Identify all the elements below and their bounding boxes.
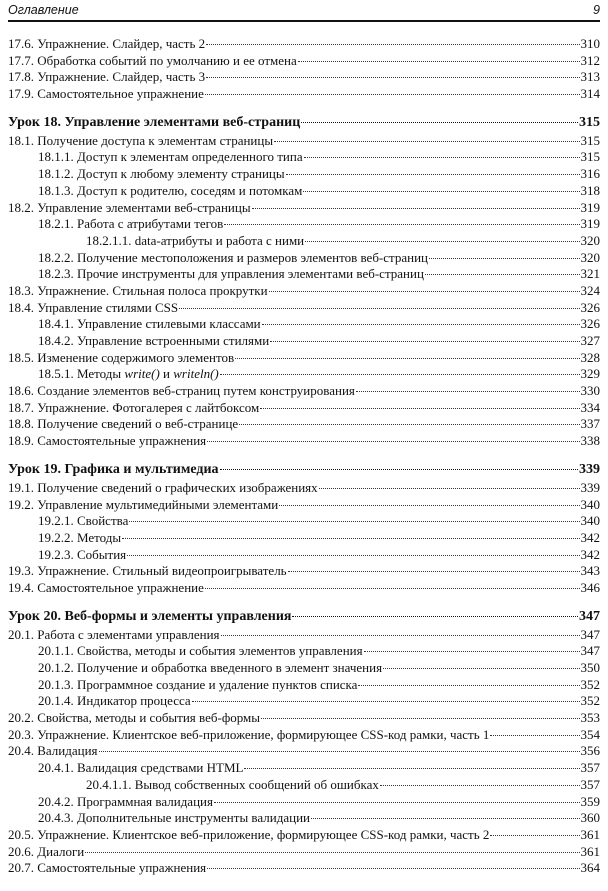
dot-leader [358,685,579,686]
toc-entry-title: 20.2. Свойства, методы и события веб-формы [8,710,261,726]
toc-entry [8,53,600,70]
toc-entry-title: 20.4. Валидация [8,743,98,759]
toc-page-number: 356 [580,743,600,759]
toc-page-number: 357 [580,760,600,776]
toc-page-number: 326 [580,299,600,315]
dot-leader [214,802,580,803]
dot-leader [206,44,579,45]
table-of-contents [8,36,600,877]
dot-leader [261,718,579,719]
toc-entry-title: 18.7. Упражнение. Фотогалерея с лайтбоксом [8,399,260,415]
toc-page-number: 315 [580,132,600,148]
toc-page-number: 315 [580,149,600,165]
toc-entry-title: 18.2.2. Получение местоположения и размеров элементов веб-страниц [38,249,429,265]
dot-leader [380,785,580,786]
toc-entry [8,250,600,267]
toc-entry [8,760,600,777]
toc-lesson-heading [8,607,600,627]
toc-entry-title: 20.4.1. Валидация средствами HTML [38,760,244,776]
dot-leader [490,835,579,836]
toc-entry-title: 20.1.3. Программное создание и удаление пунктов списка [38,676,358,692]
toc-entry [8,580,600,597]
toc-entry [8,693,600,710]
toc-entry-title: 18.4. Управление стилями CSS [8,299,179,315]
toc-entry-title: 18.5. Изменение содержимого элементов [8,349,235,365]
dot-leader [356,391,580,392]
toc-entry-title: 20.3. Упражнение. Клиентское веб-приложение, формирующее CSS-код рамки, часть 1 [8,726,490,742]
toc-page-number: 360 [580,810,600,826]
toc-page-number: 318 [580,182,600,198]
toc-entry [8,233,600,250]
toc-entry-title: 18.2.1. Работа с атрибутами тегов [38,216,224,232]
toc-page-number: 353 [580,710,600,726]
toc-entry-title: 18.6. Создание элементов веб-страниц путем конструирования [8,383,355,399]
toc-entry-title: 18.5.1. Методы write() и writeln() [38,366,219,382]
dot-leader [220,374,580,375]
toc-entry [8,149,600,166]
header-page-number: 9 [593,3,600,17]
toc-entry-title: 20.4.2. Программная валидация [38,793,213,809]
toc-entry [8,497,600,514]
dot-leader [179,308,579,309]
toc-entry [8,69,600,86]
toc-page-number: 346 [580,579,600,595]
toc-entry [8,333,600,350]
toc-page-number: 347 [579,608,600,624]
toc-entry [8,216,600,233]
dot-leader [252,208,580,209]
dot-leader [260,408,579,409]
toc-page-number: 313 [580,69,600,85]
toc-entry-title: 18.9. Самостоятельные упражнения [8,433,207,449]
toc-entry-title: Урок 18. Управление элементами веб-страниц [8,114,301,130]
toc-entry [8,300,600,317]
toc-entry [8,366,600,383]
toc-page-number: 327 [580,333,600,348]
toc-page-number: 340 [580,496,600,512]
toc-lesson-heading [8,460,600,480]
toc-entry-title: 20.1.2. Получение и обработка введенного в элемент значения [38,660,383,675]
toc-entry [8,316,600,333]
dot-leader [206,77,579,78]
dot-leader [292,616,578,617]
toc-entry [8,166,600,183]
toc-entry [8,627,600,644]
dot-leader [224,224,579,225]
toc-entry [8,827,600,844]
dot-leader [288,571,580,572]
toc-entry-title: 17.9. Самостоятельное упражнение [8,86,204,102]
dot-leader [269,291,580,292]
dot-leader [127,555,579,556]
toc-page-number: 324 [580,282,600,298]
dot-leader [220,469,578,470]
toc-entry-title: 19.2.1. Свойства [38,513,129,529]
dot-leader [85,852,579,853]
toc-entry-title: 18.2.3. Прочие инструменты для управления элементами веб-страниц [38,266,424,282]
toc-entry-title: 18.8. Получение сведений о веб-странице [8,416,239,432]
toc-entry [8,433,600,450]
toc-page-number: 347 [580,626,600,642]
dot-leader [425,274,580,275]
dot-leader [239,424,579,425]
dot-leader [244,768,579,769]
toc-page-number: 361 [580,843,600,859]
toc-entry [8,350,600,367]
toc-page-number: 350 [580,660,600,675]
dot-leader [99,751,580,752]
toc-entry [8,480,600,497]
toc-page-number: 361 [580,826,600,842]
toc-page-number: 352 [580,693,600,709]
dot-leader [305,241,579,242]
dot-leader [303,191,579,192]
toc-page-number: 319 [580,199,600,215]
dot-leader [364,651,580,652]
toc-page-number: 314 [580,86,600,102]
toc-entry-title: Урок 19. Графика и мультимедиа [8,461,219,477]
toc-entry [8,727,600,744]
toc-entry-title: 18.2. Управление элементами веб-страницы [8,199,251,215]
toc-page-number: 329 [580,366,600,382]
toc-entry [8,266,600,283]
dot-leader [205,94,580,95]
dot-leader [270,341,579,342]
toc-entry [8,563,600,580]
dot-leader [383,668,579,669]
toc-entry-title: 19.2.3. События [38,546,127,562]
toc-page-number: 320 [580,232,600,248]
dot-leader [129,521,579,522]
toc-entry-title: 19.2. Управление мультимедийными элементами [8,496,279,512]
toc-entry-title: 18.2.1.1. data-атрибуты и работа с ними [86,232,305,248]
toc-entry [8,530,600,547]
toc-entry-title: 20.4.1.1. Вывод собственных сообщений об ошибках [86,776,379,792]
dot-leader [205,588,580,589]
dot-leader [207,868,579,869]
toc-entry-title: 17.6. Упражнение. Слайдер, часть 2 [8,36,206,51]
dot-leader [207,441,579,442]
dot-leader [274,141,579,142]
toc-entry-title: 20.4.3. Дополнительные инструменты валидации [38,810,310,826]
toc-entry-title: 19.2.2. Методы [38,529,122,545]
toc-page-number: 339 [579,461,600,477]
toc-page-number: 347 [580,643,600,659]
dot-leader [304,157,580,158]
toc-page-number: 319 [580,216,600,232]
toc-page-number: 310 [580,36,600,51]
toc-entry-title: 18.3. Упражнение. Стильная полоса прокрутки [8,282,268,298]
toc-entry [8,200,600,217]
toc-page-number: 316 [580,166,600,182]
toc-entry [8,547,600,564]
dot-leader [319,488,580,489]
dot-leader [301,122,578,123]
toc-entry-title: 20.6. Диалоги [8,843,85,859]
dot-leader [298,61,580,62]
toc-entry-title: 18.4.1. Управление стилевыми классами [38,316,261,332]
toc-page-number: 343 [580,563,600,579]
toc-entry-title: 20.1.1. Свойства, методы и события элементов управления [38,643,363,659]
toc-entry-title: 20.5. Упражнение. Клиентское веб-приложение, формирующее CSS-код рамки, часть 2 [8,826,490,842]
toc-entry [8,183,600,200]
dot-leader [490,735,579,736]
toc-entry [8,794,600,811]
dot-leader [262,324,580,325]
toc-lesson-heading [8,113,600,133]
toc-entry-title: 18.1.2. Доступ к любому элементу страницы [38,166,285,182]
toc-entry [8,710,600,727]
toc-entry-title: 18.1.3. Доступ к родителю, соседям и потомкам [38,182,303,198]
header-title: Оглавление [8,3,79,17]
toc-entry-title: Урок 20. Веб-формы и элементы управления [8,608,292,624]
toc-page-number: 321 [580,266,600,282]
toc-entry-title: 20.1. Работа с элементами управления [8,626,220,642]
toc-page-number: 354 [580,726,600,742]
toc-entry [8,677,600,694]
dot-leader [279,505,579,506]
toc-entry [8,86,600,103]
toc-page-number: 315 [579,114,600,130]
dot-leader [311,818,580,819]
toc-entry [8,844,600,861]
toc-page-number: 320 [580,249,600,265]
toc-entry-title: 18.1. Получение доступа к элементам страницы [8,132,274,148]
toc-entry [8,743,600,760]
toc-page-number: 340 [580,513,600,529]
toc-page-number: 312 [580,52,600,68]
toc-entry [8,283,600,300]
toc-entry [8,660,600,677]
toc-entry [8,810,600,827]
toc-page-number: 357 [580,776,600,792]
toc-entry [8,133,600,150]
dot-leader [192,701,580,702]
dot-leader [221,635,580,636]
dot-leader [122,538,579,539]
toc-page-number: 339 [580,479,600,495]
toc-page-number: 337 [580,416,600,432]
dot-leader [429,258,579,259]
toc-entry [8,383,600,400]
toc-entry-title: 18.1.1. Доступ к элементам определенного типа [38,149,303,165]
toc-entry [8,860,600,877]
toc-entry [8,416,600,433]
dot-leader [286,174,580,175]
toc-entry [8,513,600,530]
toc-page-number: 342 [580,529,600,545]
toc-entry-title: 18.4.2. Управление встроенными стилями [38,333,270,348]
toc-entry [8,36,600,53]
toc-entry [8,643,600,660]
toc-entry [8,400,600,417]
toc-entry-title: 17.8. Упражнение. Слайдер, часть 3 [8,69,206,85]
toc-entry-title: 20.7. Самостоятельные упражнения [8,860,207,876]
dot-leader [235,358,579,359]
toc-page-number: 352 [580,676,600,692]
toc-entry-title: 19.4. Самостоятельное упражнение [8,579,204,595]
toc-page-number: 364 [580,860,600,876]
toc-page-number: 330 [580,383,600,399]
toc-page-number: 334 [580,399,600,415]
toc-entry-title: 17.7. Обработка событий по умолчанию и ее отмена [8,52,297,68]
toc-page-number: 338 [580,433,600,449]
toc-page-number: 359 [580,793,600,809]
toc-page-number: 328 [580,349,600,365]
toc-page-number: 342 [580,546,600,562]
toc-entry [8,777,600,794]
toc-entry-title: 19.1. Получение сведений о графических изображениях [8,479,318,495]
running-header [8,2,600,22]
toc-page-number: 326 [580,316,600,332]
toc-entry-title: 19.3. Упражнение. Стильный видеопроигрыватель [8,563,287,579]
toc-entry-title: 20.1.4. Индикатор процесса [38,693,191,709]
